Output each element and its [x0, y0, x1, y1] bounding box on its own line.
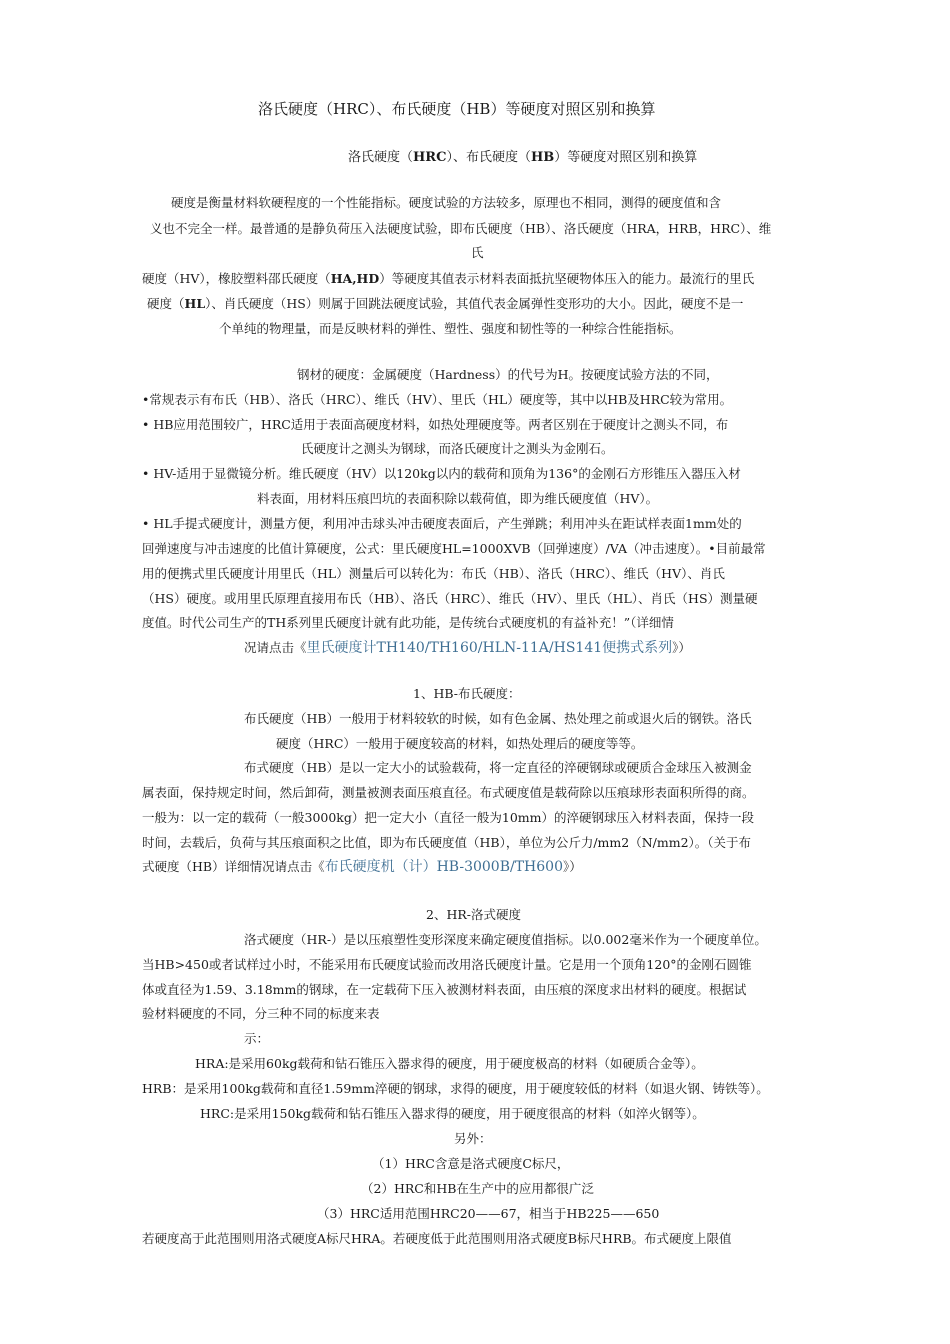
paragraph-line: 度值。时代公司生产的TH系列里氏硬度计就有此功能，是传统台式硬度机的有益补充！”（详细情 — [142, 615, 674, 630]
page-title: 洛氏硬度（HRC）、布氏硬度（HB）等硬度对照区别和换算 — [258, 100, 656, 118]
paragraph-line: （2）HRC和HB在生产中的应用都很广泛 — [361, 1181, 594, 1196]
paragraph-line: • HB应用范围较广，HRC适用于表面高硬度材料，如热处理硬度等。两者区别在于硬度计之测头不同，布 — [142, 417, 729, 432]
paragraph-line: 时间，去载后，负荷与其压痕面积之比值，即为布氏硬度值（HB），单位为公斤力/mm2（N/mm2）。（关于布 — [142, 835, 752, 850]
text-run: 》） — [672, 640, 691, 655]
paragraph-line: 回弹速度与冲击速度的比值计算硬度，公式：里氏硬度HL=1000XVB（回弹速度）/VA（冲击速度）。•目前最常 — [142, 541, 766, 556]
paragraph-line: HRA:是采用60kg载荷和钻石锥压入器求得的硬度，用于硬度极高的材料（如硬质合金等）。 — [195, 1056, 704, 1071]
subtitle-part: ）等硬度对照区别和换算 — [554, 150, 698, 165]
paragraph-line: 布式硬度（HB）是以一定大小的试验载荷，将一定直径的淬硬钢球或硬质合金球压入被测金 — [244, 760, 752, 775]
subtitle-part: ）、布氏硬度（ — [446, 150, 531, 165]
paragraph-line: 硬度是衡量材料软硬程度的一个性能指标。硬度试验的方法较多，原理也不相同，测得的硬度值和含 — [171, 195, 722, 210]
paragraph-line: 个单纯的物理量，而是反映材料的弹性、塑性、强度和韧性等的一种综合性能指标。 — [219, 321, 682, 336]
paragraph-line: 示： — [244, 1031, 270, 1046]
subtitle-part: HRC — [413, 150, 447, 165]
paragraph-line: 属表面，保持规定时间，然后卸荷，测量被测表面压痕直径。布式硬度值是载荷除以压痕球形表面积所得的商。 — [142, 785, 755, 800]
paragraph-line: 若硬度高于此范围则用洛式硬度A标尺HRA。若硬度低于此范围则用洛式硬度B标尺HRB。布式硬度上限值 — [142, 1231, 732, 1246]
paragraph-line: 氏硬度计之测头为钢球，而洛氏硬度计之测头为金刚石。 — [301, 441, 614, 456]
paragraph-line: 当HB>450或者试样过小时，不能采用布氏硬度试验而改用洛氏硬度计量。它是用一个顶角120°的金刚石圆锥 — [142, 957, 752, 972]
paragraph-line: 硬度（HRC）一般用于硬度较高的材料，如热处理后的硬度等等。 — [276, 736, 644, 751]
brinell-tester-link[interactable]: 布氏硬度机（计）HB-3000B/TH600 — [324, 859, 563, 875]
paragraph-line: （1）HRC含意是洛式硬度C标尺， — [372, 1156, 570, 1171]
text-run: 式硬度（HB）详细情况请点击《 — [142, 859, 325, 874]
paragraph-line: • HL手提式硬度计，测量方便，利用冲击球头冲击硬度表面后，产生弹跳；利用冲头在距试样表面1mm处的 — [142, 516, 742, 531]
section-heading: 1、HB-布氏硬度： — [413, 686, 521, 701]
paragraph-line: 钢材的硬度：金属硬度（Hardness）的代号为H。按硬度试验方法的不同， — [297, 367, 719, 382]
paragraph-line: 用的便携式里氏硬度计用里氏（HL）测量后可以转化为：布氏（HB）、洛氏（HRC）、维氏（HV）、肖氏 — [142, 566, 725, 581]
paragraph-line: 布氏硬度（HB）一般用于材料较软的时候，如有色金属、热处理之前或退火后的钢铁。洛氏 — [244, 711, 752, 726]
text-run: HL — [184, 296, 206, 311]
paragraph-line: 氏 — [471, 245, 484, 260]
text-run: ）、肖氏硬度（HS）则属于回跳法硬度试验，其值代表金属弹性变形功的大小。因此，硬度不是一 — [205, 296, 744, 311]
text-run: 硬度（HV），橡胶塑料邵氏硬度（ — [142, 271, 331, 286]
subtitle-part: HB — [530, 150, 555, 165]
paragraph-line: 义也不完全一样。最普通的是静负荷压入法硬度试验，即布氏硬度（HB）、洛氏硬度（HRA，HRB，HRC）、维 — [150, 221, 772, 236]
paragraph-line: 另外： — [454, 1131, 492, 1146]
portable-tester-link[interactable]: 里氏硬度计TH140/TH160/HLN-11A/HS141便携式系列 — [306, 640, 673, 656]
section-heading: 2、HR-洛式硬度 — [426, 907, 521, 922]
page-subtitle — [348, 149, 697, 167]
paragraph-line: • HV-适用于显微镜分析。维氏硬度（HV）以120kg以内的载荷和顶角为136°的金刚石方形锥压入器压入材 — [142, 466, 741, 481]
paragraph-line: 体或直径为1.59、3.18mm的钢球，在一定载荷下压入被测材料表面，由压痕的深度求出材料的硬度。根据试 — [142, 982, 747, 997]
text-run: 况请点击《 — [244, 640, 307, 655]
paragraph-line: 验材料硬度的不同，分三种不同的标度来表 — [142, 1006, 380, 1021]
text-run: 硬度（ — [147, 296, 185, 311]
paragraph-line: •常规表示有布氏（HB）、洛氏（HRC）、维氏（HV）、里氏（HL）硬度等，其中以HB及HRC较为常用。 — [142, 392, 733, 407]
paragraph-line: （HS）硬度。或用里氏原理直接用布氏（HB）、洛氏（HRC）、维氏（HV）、里氏（HL）、肖氏（HS）测量硬 — [142, 591, 758, 606]
subtitle-part: 洛氏硬度（ — [348, 150, 414, 165]
paragraph-line — [142, 858, 582, 876]
text-run: HA,HD — [330, 271, 380, 286]
paragraph-line: （3）HRC适用范围HRC20——67，相当于HB225——650 — [317, 1206, 660, 1221]
paragraph-line: HRB：是采用100kg载荷和直径1.59mm淬硬的钢球，求得的硬度，用于硬度较低的材料（如退火钢、铸铁等）。 — [142, 1081, 769, 1096]
paragraph-line — [244, 639, 691, 657]
paragraph-line: 洛式硬度（HR-）是以压痕塑性变形深度来确定硬度值指标。以0.002毫米作为一个硬度单位。 — [244, 932, 767, 947]
paragraph-line: 料表面，用材料压痕凹坑的表面积除以载荷值，即为维氏硬度值（HV）。 — [257, 491, 659, 506]
paragraph-line: 一般为：以一定的载荷（一般3000kg）把一定大小（直径一般为10mm）的淬硬钢球压入材料表面，保持一段 — [142, 810, 755, 825]
paragraph-line — [147, 295, 743, 313]
paragraph-line: HRC:是采用150kg载荷和钻石锥压入器求得的硬度，用于硬度很高的材料（如淬火钢等）。 — [200, 1106, 705, 1121]
text-run: 》） — [562, 859, 582, 874]
text-run: ）等硬度其值表示材料表面抵抗坚硬物体压入的能力。最流行的里氏 — [379, 271, 755, 286]
paragraph-line — [142, 270, 754, 288]
